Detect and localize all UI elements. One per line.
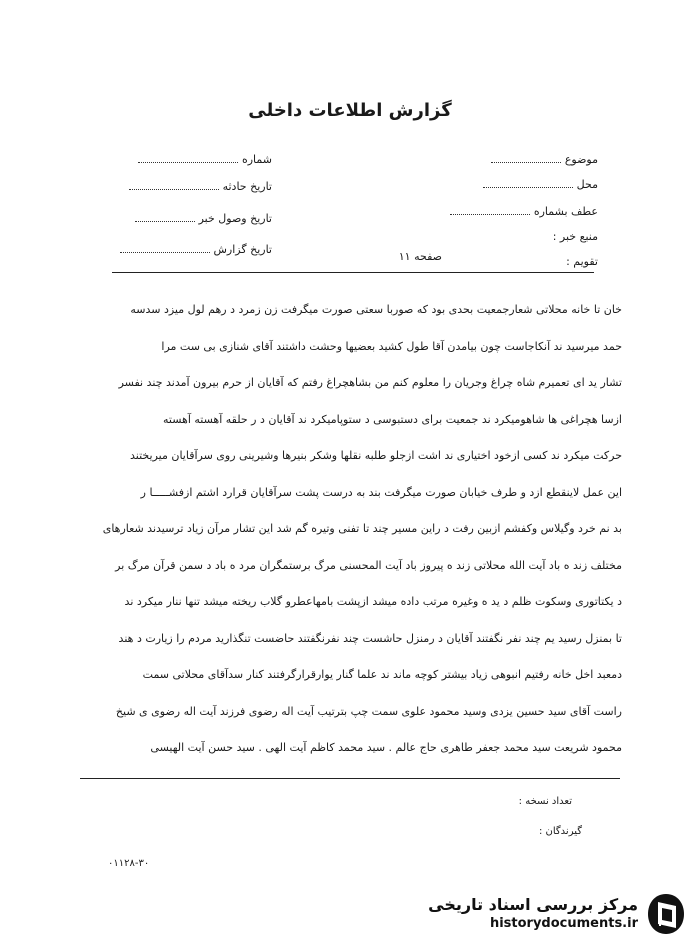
field-subject-dots — [491, 161, 561, 163]
watermark-url: historydocuments.ir — [489, 916, 638, 931]
field-number-dots — [138, 161, 238, 163]
body-line: د یکتاتوری وسکوت ظلم د ید ه وغیره مرتب داده میشد ازپشت بامهاعطرو گلاب ریخته میشد تنها ننار میکرد ند — [124, 595, 622, 608]
header-divider — [112, 272, 594, 273]
body-line: حمد میرسید ند آنکاجاست چون بیامدن آقا طول کشید بعضیها وحشت داشتند آقای شنازی بی ست مرا — [161, 339, 622, 353]
field-subject-label: موضوع — [564, 153, 598, 166]
field-assessment — [566, 255, 598, 268]
body-divider — [80, 778, 620, 779]
footer-copies: تعداد نسخه : — [518, 796, 572, 807]
body-line: مختلف زند ه باد آیت الله محلاتی زند ه پیروز باد آیت المحسنی مرگ برستمگران مرد ه باد د سمن قرآن مرگ بر — [115, 558, 622, 572]
field-number-label: شماره — [241, 153, 272, 166]
field-event-date-dots — [129, 188, 219, 190]
field-event-date-label: تاریخ حادثه — [222, 180, 272, 193]
page-number — [399, 250, 442, 263]
field-receipt-date-label: تاریخ وصول خبر — [198, 212, 272, 225]
watermark-name: مرکز بررسی اسناد تاریخی — [428, 895, 638, 914]
body-line: حرکت میکرد ند کسی ازخود اختیاری ند اشت ازجلو طلبه نقلها وشکر بنیرها وشیرینی روی سرآقایان میریختند — [130, 449, 622, 462]
field-assessment-label: تقویم : — [566, 255, 598, 268]
body-line: ازسا هچراغی ها شاهومیکرد ند جمعیت برای دستبوسی د ستوپامیکرد ند آقایان د ر حلقه آهسته آهسته — [163, 412, 622, 426]
body-line: محمود شریعت سید محمد جعفر طاهری حاج عالم . سید محمد کاظم آیت الهی . سید حسن آیت الهیسی — [150, 741, 622, 754]
body-line: تا بمنزل رسید یم چند نفر نگفتند آقایان د رمنزل حاشست چند نفرنگفتند حاضست تنگذارید مردم را زیارت د هند — [118, 631, 622, 645]
field-number — [138, 153, 272, 166]
field-source — [553, 230, 598, 243]
page-number-label: صفحه ۱۱ — [398, 250, 442, 263]
field-report-date — [120, 243, 273, 256]
body-line: راست آقای سید حسین یزدی وسید محمود علوی سمت چپ بترتیب آیت اله رضوی فرزند آیت اله رضوی ی شیخ — [115, 704, 622, 718]
field-event-date — [129, 180, 272, 193]
field-case-number-dots — [450, 213, 530, 215]
body-line: این عمل لاینقطع ازد و طرف خیابان صورت میگرفت بند به درست پشت سرآقایان قرارد اشتم ازفشـــــا ر — [140, 485, 622, 499]
body-line: بد نم خرد وگیلاس وکفشم ازبین رفت د راین مسیر چند تا تفنی وتیره گم شد این تشار مرآن زیاد ترسیدند شعارهای — [102, 522, 622, 535]
field-receipt-date-dots — [135, 220, 195, 222]
field-source-label: منبع خبر : — [552, 230, 598, 243]
field-place — [483, 178, 598, 191]
report-body — [62, 300, 622, 775]
archive-emblem-icon — [646, 892, 686, 936]
field-place-dots — [483, 186, 573, 188]
watermark-logo — [424, 888, 686, 940]
field-subject — [491, 153, 598, 166]
watermark-text — [428, 895, 638, 933]
footer-recipients: گیرندگان : — [538, 826, 582, 837]
body-line: دمعبد اخل خانه رفتیم انبوهی زیاد بیشتر کوچه ماند ند علما گنار یوارقرارگرفتند کنار سدآقای محلاتی سمت — [142, 668, 622, 681]
body-line: خان تا خانه محلاتی شعارجمعیت بحدی بود که صوربا سعتی صورت میگرفت زن زمرد د رهم لول میزد سدسه — [130, 303, 622, 316]
field-case-number-label: عطف بشماره — [533, 205, 598, 218]
document-serial: ۰۱۱۲۸-۳۰ — [108, 858, 150, 869]
body-line: تشار ید ای تعمیرم شاه چراغ وجریان را معلوم کنم من بشاهچراغ رفتم که آقایان از حرم بیرون آمدند چند نفسر — [118, 376, 622, 389]
field-report-date-label: تاریخ گزارش — [213, 243, 272, 256]
field-report-date-dots — [120, 251, 210, 253]
field-case-number — [450, 205, 598, 218]
field-place-label: محل — [576, 178, 598, 191]
field-receipt-date — [135, 212, 272, 225]
document-title: گزارش اطلاعات داخلی — [248, 100, 452, 121]
